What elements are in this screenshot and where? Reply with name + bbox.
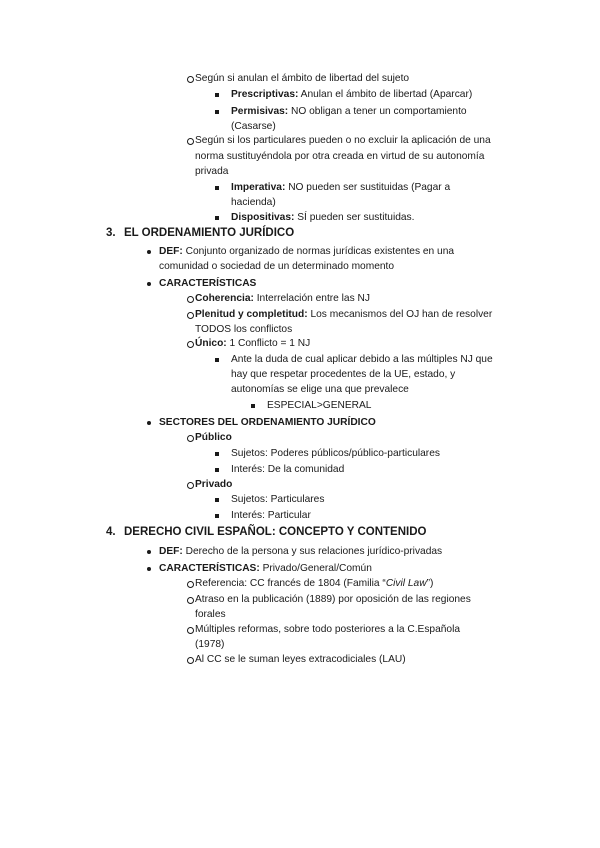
list-item: SECTORES DEL ORDENAMIENTO JURÍDICO [159, 417, 376, 428]
list-item: Atraso en la publicación (1889) por oposición de las regiones [195, 594, 471, 605]
list-item-continuation: hay que respetar procedentes de la UE, estado, y [231, 369, 456, 380]
circle-bullet-icon [187, 482, 194, 489]
list-item-continuation: forales [195, 609, 226, 620]
list-item: Prescriptivas: Anulan el ámbito de libertad (Aparcar) [231, 89, 473, 100]
circle-bullet-icon [187, 435, 194, 442]
circle-bullet-icon [187, 627, 194, 634]
circle-bullet-icon [187, 312, 194, 319]
list-item-continuation: hacienda) [231, 197, 276, 208]
list-item: Múltiples reformas, sobre todo posteriores a la C.Española [195, 624, 461, 635]
square-bullet-icon [215, 452, 219, 456]
list-item: Al CC se le suman leyes extracodiciales (LAU) [195, 654, 406, 665]
list-item-continuation: comunidad o sociedad de un determinado momento [159, 261, 395, 272]
circle-bullet-icon [187, 138, 194, 145]
square-bullet-icon [215, 216, 219, 220]
circle-bullet-icon [187, 657, 194, 664]
list-item: DEF: Derecho de la persona y sus relaciones jurídico-privadas [159, 546, 443, 557]
square-bullet-icon [215, 468, 219, 472]
list-item: Público [195, 432, 232, 443]
list-item-continuation: norma sustituyéndola por otra creada en virtud de su autonomía [195, 151, 485, 162]
bullet-icon [147, 250, 151, 254]
list-item: Sujetos: Particulares [231, 494, 325, 505]
bullet-icon [147, 421, 151, 425]
list-item-continuation: (1978) [195, 639, 225, 650]
list-item-continuation: TODOS los conflictos [195, 324, 293, 335]
bullet-icon [147, 567, 151, 571]
list-item-continuation: (Casarse) [231, 121, 276, 132]
section-4-heading: DERECHO CIVIL ESPAÑOL: CONCEPTO Y CONTENIDO [124, 526, 427, 538]
list-item: Dispositivas: SÍ pueden ser sustituidas. [231, 212, 415, 223]
circle-bullet-icon [187, 296, 194, 303]
list-item: Referencia: CC francés de 1804 (Familia “Civil Law”) [195, 578, 434, 589]
list-item: Privado [195, 479, 233, 490]
list-item: Según si los particulares pueden o no excluir la aplicación de una [195, 135, 491, 146]
list-item: ESPECIAL>GENERAL [267, 400, 372, 411]
square-bullet-icon [215, 514, 219, 518]
list-item: Permisivas: NO obligan a tener un comportamiento [231, 106, 467, 117]
list-item-continuation: privada [195, 166, 229, 177]
section-4-number: 4. [106, 526, 116, 538]
square-bullet-icon [215, 110, 219, 114]
list-item: Sujetos: Poderes públicos/público-particulares [231, 448, 440, 459]
square-bullet-icon [215, 498, 219, 502]
section-3-number: 3. [106, 227, 116, 239]
list-item: Único: 1 Conflicto = 1 NJ [195, 338, 311, 349]
section-3-heading: EL ORDENAMIENTO JURÍDICO [124, 227, 295, 239]
list-item: Ante la duda de cual aplicar debido a las múltiples NJ que [231, 354, 493, 365]
list-item: Según si anulan el ámbito de libertad del sujeto [195, 73, 410, 84]
list-item: Plenitud y completitud: Los mecanismos del OJ han de resolver [195, 309, 493, 320]
square-bullet-icon [251, 404, 255, 408]
square-bullet-icon [215, 358, 219, 362]
list-item: CARACTERÍSTICAS [159, 278, 257, 289]
list-item: Interés: Particular [231, 510, 311, 521]
square-bullet-icon [215, 93, 219, 97]
list-item: Interés: De la comunidad [231, 464, 345, 475]
list-item-continuation: autonomías se elige una que prevalece [231, 384, 409, 395]
bullet-icon [147, 550, 151, 554]
circle-bullet-icon [187, 581, 194, 588]
circle-bullet-icon [187, 597, 194, 604]
list-item: Coherencia: Interrelación entre las NJ [195, 293, 370, 304]
circle-bullet-icon [187, 341, 194, 348]
list-item: CARACTERÍSTICAS: Privado/General/Común [159, 563, 372, 574]
square-bullet-icon [215, 186, 219, 190]
list-item: DEF: Conjunto organizado de normas jurídicas existentes en una [159, 246, 455, 257]
circle-bullet-icon [187, 76, 194, 83]
list-item: Imperativa: NO pueden ser sustituidas (Pagar a [231, 182, 451, 193]
bullet-icon [147, 282, 151, 286]
